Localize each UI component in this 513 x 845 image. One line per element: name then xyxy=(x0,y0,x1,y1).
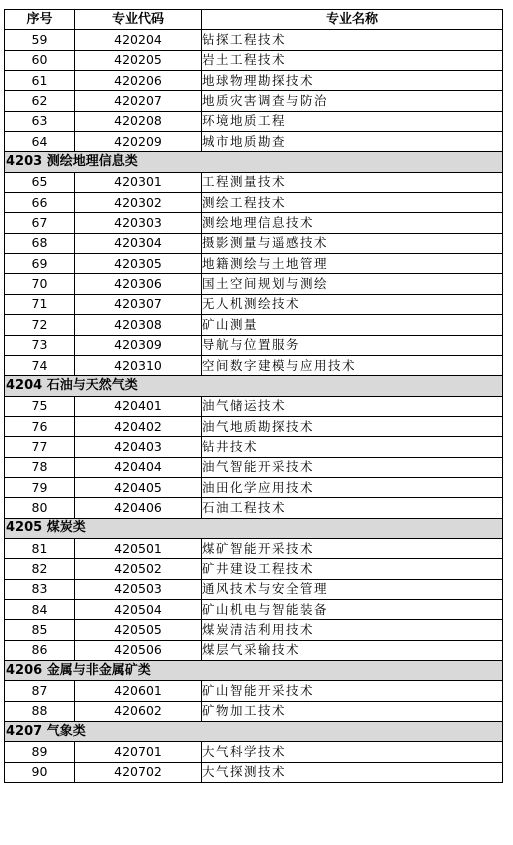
code-cell: 420301 xyxy=(75,172,202,192)
name-cell: 油气储运技术 xyxy=(202,396,503,416)
name-cell: 国土空间规划与测绘 xyxy=(202,274,503,294)
name-cell: 油气地质勘探技术 xyxy=(202,416,503,436)
table-row xyxy=(5,742,503,762)
seq-cell: 69 xyxy=(5,254,75,274)
code-cell: 420601 xyxy=(75,681,202,701)
name-cell: 工程测量技术 xyxy=(202,172,503,192)
table-row xyxy=(5,437,503,457)
code-cell: 420208 xyxy=(75,111,202,131)
seq-cell: 63 xyxy=(5,111,75,131)
category-label: 4206 金属与非金属矿类 xyxy=(5,661,503,681)
table-row xyxy=(5,457,503,477)
seq-cell: 78 xyxy=(5,457,75,477)
code-cell: 420207 xyxy=(75,91,202,111)
code-cell: 420505 xyxy=(75,620,202,640)
code-cell: 420501 xyxy=(75,538,202,558)
table-row xyxy=(5,111,503,131)
table-row xyxy=(5,640,503,660)
code-cell: 420602 xyxy=(75,701,202,721)
code-cell: 420506 xyxy=(75,640,202,660)
seq-cell: 64 xyxy=(5,132,75,152)
code-cell: 420308 xyxy=(75,315,202,335)
name-cell: 油田化学应用技术 xyxy=(202,477,503,497)
name-cell: 矿山智能开采技术 xyxy=(202,681,503,701)
category-row xyxy=(5,376,503,396)
table-row xyxy=(5,579,503,599)
seq-cell: 75 xyxy=(5,396,75,416)
name-cell: 煤炭清洁利用技术 xyxy=(202,620,503,640)
table-row xyxy=(5,91,503,111)
category-label: 4205 煤炭类 xyxy=(5,518,503,538)
name-cell: 地籍测绘与土地管理 xyxy=(202,254,503,274)
name-cell: 地球物理勘探技术 xyxy=(202,71,503,91)
name-cell: 岩土工程技术 xyxy=(202,50,503,70)
table-row xyxy=(5,30,503,50)
seq-cell: 82 xyxy=(5,559,75,579)
name-cell: 钻井技术 xyxy=(202,437,503,457)
code-cell: 420405 xyxy=(75,477,202,497)
table-row xyxy=(5,538,503,558)
seq-cell: 76 xyxy=(5,416,75,436)
seq-cell: 73 xyxy=(5,335,75,355)
header-code: 专业代码 xyxy=(75,10,202,30)
code-cell: 420702 xyxy=(75,762,202,782)
seq-cell: 60 xyxy=(5,50,75,70)
table-row xyxy=(5,477,503,497)
name-cell: 矿物加工技术 xyxy=(202,701,503,721)
category-label: 4204 石油与天然气类 xyxy=(5,376,503,396)
code-cell: 420403 xyxy=(75,437,202,457)
table-row xyxy=(5,233,503,253)
name-cell: 空间数字建模与应用技术 xyxy=(202,355,503,375)
code-cell: 420306 xyxy=(75,274,202,294)
table-row xyxy=(5,355,503,375)
code-cell: 420302 xyxy=(75,193,202,213)
name-cell: 大气探测技术 xyxy=(202,762,503,782)
table-body xyxy=(5,30,503,783)
seq-cell: 68 xyxy=(5,233,75,253)
seq-cell: 88 xyxy=(5,701,75,721)
name-cell: 煤层气采输技术 xyxy=(202,640,503,660)
seq-cell: 81 xyxy=(5,538,75,558)
header-name: 专业名称 xyxy=(202,10,503,30)
name-cell: 通风技术与安全管理 xyxy=(202,579,503,599)
code-cell: 420402 xyxy=(75,416,202,436)
table-row xyxy=(5,254,503,274)
name-cell: 地质灾害调查与防治 xyxy=(202,91,503,111)
name-cell: 城市地质勘查 xyxy=(202,132,503,152)
code-cell: 420504 xyxy=(75,599,202,619)
majors-table xyxy=(4,9,503,783)
category-label: 4203 测绘地理信息类 xyxy=(5,152,503,172)
category-label: 4207 气象类 xyxy=(5,722,503,742)
table-row xyxy=(5,620,503,640)
code-cell: 420503 xyxy=(75,579,202,599)
category-row xyxy=(5,152,503,172)
seq-cell: 77 xyxy=(5,437,75,457)
seq-cell: 86 xyxy=(5,640,75,660)
name-cell: 测绘地理信息技术 xyxy=(202,213,503,233)
seq-cell: 80 xyxy=(5,498,75,518)
table-row xyxy=(5,213,503,233)
code-cell: 420406 xyxy=(75,498,202,518)
code-cell: 420205 xyxy=(75,50,202,70)
code-cell: 420701 xyxy=(75,742,202,762)
code-cell: 420305 xyxy=(75,254,202,274)
table-row xyxy=(5,599,503,619)
seq-cell: 79 xyxy=(5,477,75,497)
seq-cell: 62 xyxy=(5,91,75,111)
code-cell: 420303 xyxy=(75,213,202,233)
header-seq: 序号 xyxy=(5,10,75,30)
code-cell: 420404 xyxy=(75,457,202,477)
code-cell: 420310 xyxy=(75,355,202,375)
header-row xyxy=(5,10,503,30)
code-cell: 420307 xyxy=(75,294,202,314)
code-cell: 420304 xyxy=(75,233,202,253)
seq-cell: 89 xyxy=(5,742,75,762)
category-row xyxy=(5,518,503,538)
seq-cell: 85 xyxy=(5,620,75,640)
table-row xyxy=(5,193,503,213)
name-cell: 环境地质工程 xyxy=(202,111,503,131)
table-row xyxy=(5,132,503,152)
name-cell: 摄影测量与遥感技术 xyxy=(202,233,503,253)
table-row xyxy=(5,274,503,294)
code-cell: 420401 xyxy=(75,396,202,416)
code-cell: 420209 xyxy=(75,132,202,152)
table-row xyxy=(5,50,503,70)
table-row xyxy=(5,498,503,518)
seq-cell: 59 xyxy=(5,30,75,50)
name-cell: 矿山测量 xyxy=(202,315,503,335)
seq-cell: 70 xyxy=(5,274,75,294)
table-row xyxy=(5,315,503,335)
category-row xyxy=(5,661,503,681)
table-row xyxy=(5,294,503,314)
name-cell: 测绘工程技术 xyxy=(202,193,503,213)
name-cell: 油气智能开采技术 xyxy=(202,457,503,477)
name-cell: 钻探工程技术 xyxy=(202,30,503,50)
code-cell: 420206 xyxy=(75,71,202,91)
table-row xyxy=(5,416,503,436)
name-cell: 矿井建设工程技术 xyxy=(202,559,503,579)
seq-cell: 84 xyxy=(5,599,75,619)
seq-cell: 65 xyxy=(5,172,75,192)
table-row xyxy=(5,71,503,91)
seq-cell: 66 xyxy=(5,193,75,213)
seq-cell: 90 xyxy=(5,762,75,782)
seq-cell: 74 xyxy=(5,355,75,375)
seq-cell: 87 xyxy=(5,681,75,701)
seq-cell: 72 xyxy=(5,315,75,335)
seq-cell: 71 xyxy=(5,294,75,314)
category-row xyxy=(5,722,503,742)
code-cell: 420502 xyxy=(75,559,202,579)
name-cell: 无人机测绘技术 xyxy=(202,294,503,314)
table-row xyxy=(5,335,503,355)
table-row xyxy=(5,559,503,579)
code-cell: 420204 xyxy=(75,30,202,50)
seq-cell: 83 xyxy=(5,579,75,599)
table-row xyxy=(5,681,503,701)
table-row xyxy=(5,396,503,416)
name-cell: 大气科学技术 xyxy=(202,742,503,762)
table-row xyxy=(5,172,503,192)
name-cell: 导航与位置服务 xyxy=(202,335,503,355)
name-cell: 矿山机电与智能装备 xyxy=(202,599,503,619)
code-cell: 420309 xyxy=(75,335,202,355)
seq-cell: 67 xyxy=(5,213,75,233)
name-cell: 煤矿智能开采技术 xyxy=(202,538,503,558)
table-row xyxy=(5,762,503,782)
seq-cell: 61 xyxy=(5,71,75,91)
table-row xyxy=(5,701,503,721)
name-cell: 石油工程技术 xyxy=(202,498,503,518)
